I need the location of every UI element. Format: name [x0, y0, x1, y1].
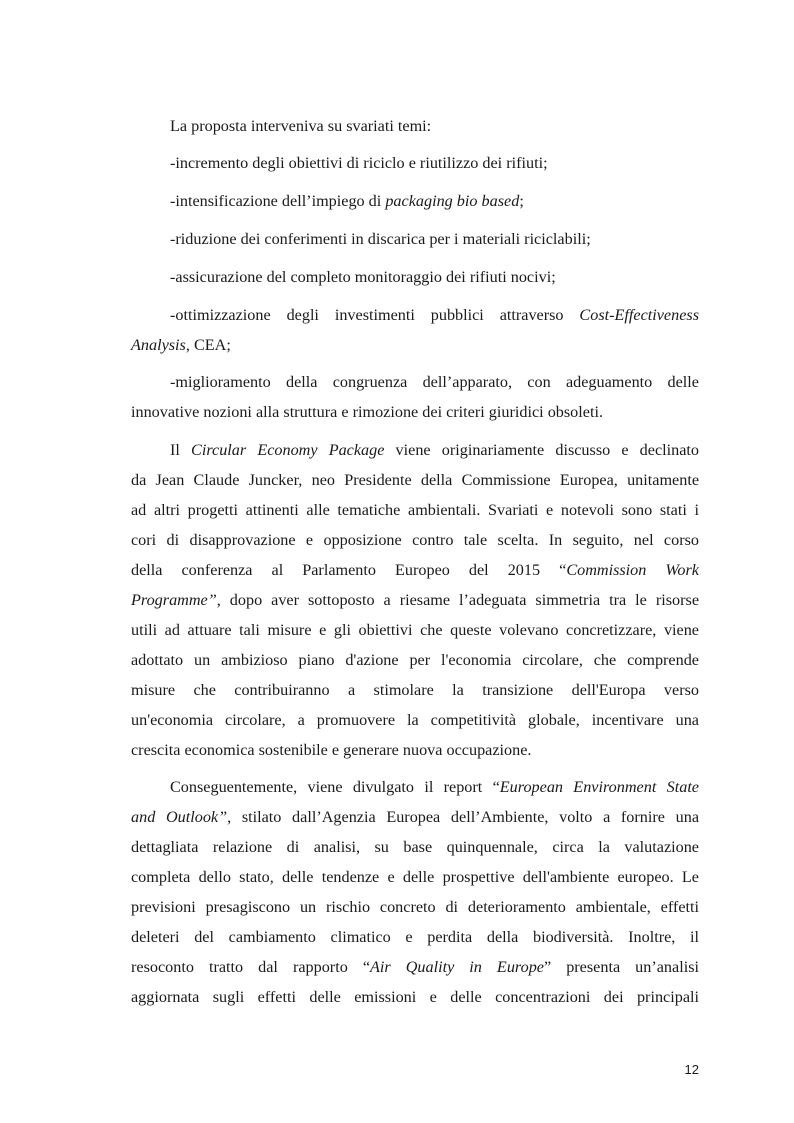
paragraph-italic: European Environment State: [499, 778, 699, 796]
paragraph-italic: Commission Work: [566, 561, 699, 579]
list-item: -riduzione dei conferimenti in discarica per i materiali riciclabili;: [170, 230, 591, 248]
paragraph-line: [131, 560, 699, 580]
list-item-italic: Analysis: [131, 336, 186, 354]
paragraph-line: dettagliata relazione di analisi, su base quinquennale, circa la valutazione: [131, 838, 699, 856]
list-item-continuation: [131, 335, 699, 355]
paragraph-line: utili ad attuare tali misure e gli obiettivi che queste volevano concretizzare, viene: [131, 621, 699, 639]
paragraph-line: ad altri progetti attinenti alle tematiche ambientali. Svariati e notevoli sono stati i: [131, 501, 699, 519]
paragraph-line: misure che contribuiranno a stimolare la transizione dell'Europa verso: [131, 681, 699, 699]
paragraph-line: adottato un ambizioso piano d'azione per l'economia circolare, che comprende: [131, 651, 699, 669]
paragraph-line: deleteri del cambiamento climatico e perdita della biodiversità. Inoltre, il: [131, 928, 699, 946]
paragraph-line: [170, 440, 699, 460]
paragraph-line: un'economia circolare, a promuovere la competitività globale, incentivare una: [131, 711, 699, 729]
list-item-italic: packaging bio based: [385, 192, 520, 210]
list-item-text: , CEA;: [185, 336, 231, 354]
list-item: -incremento degli obiettivi di riciclo e riutilizzo dei rifiuti;: [170, 154, 548, 172]
paragraph-line: [131, 590, 699, 610]
paragraph-line: [131, 957, 699, 977]
list-item: [170, 305, 699, 325]
list-item-text: ;: [519, 192, 524, 210]
paragraph-line: crescita economica sostenibile e generare nuova occupazione.: [131, 741, 532, 759]
list-item-text: -ottimizzazione degli investimenti pubblici attraverso: [170, 306, 580, 324]
paragraph-italic: Air Quality in Europe: [370, 958, 544, 976]
paragraph-text: della conferenza al Parlamento Europeo del 2015 “: [131, 561, 567, 579]
paragraph-italic: and Outlook”: [131, 808, 228, 826]
paragraph-line: [170, 777, 699, 797]
paragraph-text: , stilato dall’Agenzia Europea dell’Ambiente, volto a fornire una: [227, 808, 699, 826]
list-item: -miglioramento della congruenza dell’apparato, con adeguamento delle: [170, 373, 699, 391]
paragraph-line: [131, 807, 699, 827]
paragraph-line: aggiornata sugli effetti delle emissioni e delle concentrazioni dei principali: [131, 988, 699, 1006]
paragraph-text: Conseguentemente, viene divulgato il report “: [170, 778, 500, 796]
paragraph-text: Il: [170, 441, 192, 459]
list-intro: La proposta interveniva su svariati temi:: [170, 117, 432, 135]
paragraph-line: da Jean Claude Juncker, neo Presidente della Commissione Europea, unitamente: [131, 471, 699, 489]
paragraph-line: completa dello stato, delle tendenze e delle prospettive dell'ambiente europeo. Le: [131, 868, 699, 886]
paragraph-text: resoconto tratto dal rapporto “: [131, 958, 371, 976]
paragraph-text: ” presenta un’analisi: [543, 958, 699, 976]
paragraph-line: previsioni presagiscono un rischio concreto di deterioramento ambientale, effetti: [131, 898, 699, 916]
list-item-italic: Cost-Effectiveness: [579, 306, 699, 324]
page-number: 12: [684, 1062, 699, 1077]
paragraph-line: cori di disapprovazione e opposizione contro tale scelta. In seguito, nel corso: [131, 531, 699, 549]
paragraph-italic: Circular Economy Package: [191, 441, 385, 459]
list-item-text: -intensificazione dell’impiego di: [170, 192, 386, 210]
list-item-continuation: innovative nozioni alla struttura e rimozione dei criteri giuridici obsoleti.: [131, 403, 603, 421]
paragraph-text: , dopo aver sottoposto a riesame l’adeguata simmetria tra le risorse: [216, 591, 699, 609]
list-item: [170, 191, 699, 211]
paragraph-italic: Programme”: [131, 591, 217, 609]
list-item: -assicurazione del completo monitoraggio dei rifiuti nocivi;: [170, 268, 556, 286]
paragraph-text: viene originariamente discusso e declinato: [384, 441, 700, 459]
